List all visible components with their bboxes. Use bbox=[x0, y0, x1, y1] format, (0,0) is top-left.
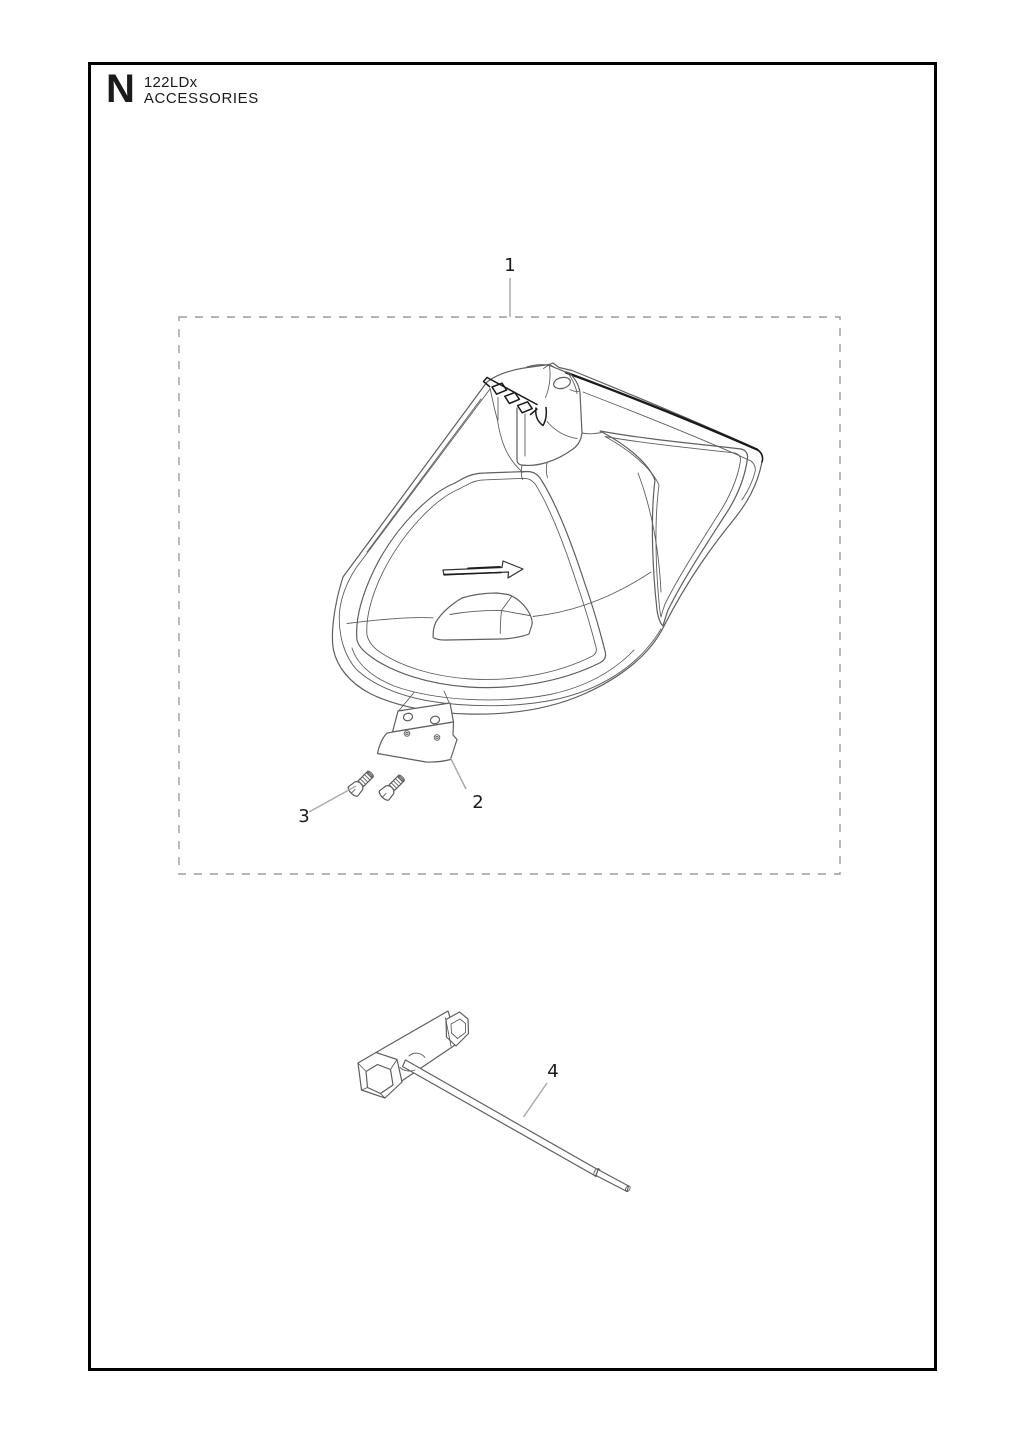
callout-3: 3 bbox=[298, 806, 310, 827]
boss-clamp-notch bbox=[536, 408, 547, 426]
callout-4: 4 bbox=[547, 1061, 559, 1082]
callout-2: 2 bbox=[472, 792, 484, 813]
surface-contour-left bbox=[347, 618, 433, 624]
callout-leader-4 bbox=[524, 1083, 548, 1117]
combination-wrench-drawing bbox=[358, 1011, 631, 1192]
guard-vent-boss bbox=[433, 593, 532, 640]
screw bbox=[347, 768, 376, 797]
guard-left-recess bbox=[357, 472, 606, 688]
screws-drawing bbox=[347, 768, 407, 801]
callout-leader-3 bbox=[309, 786, 356, 812]
wrench-hex-socket bbox=[358, 1053, 402, 1099]
guard-mount-boss bbox=[490, 365, 602, 480]
model-number: 122LDx bbox=[143, 74, 198, 91]
guard-corner-edge bbox=[757, 450, 762, 463]
screw bbox=[378, 772, 407, 801]
guard-right-panel bbox=[600, 431, 748, 626]
section-letter: N bbox=[106, 67, 135, 111]
trimmer-guard-drawing bbox=[332, 363, 762, 714]
callout-1: 1 bbox=[504, 255, 516, 276]
wrench-rod bbox=[400, 1053, 631, 1192]
boss-hole bbox=[552, 376, 571, 391]
section-title: ACCESSORIES bbox=[143, 90, 259, 107]
surface-contour-right bbox=[533, 572, 651, 617]
rotation-arrow bbox=[443, 561, 523, 578]
callout-leader-2 bbox=[450, 757, 466, 789]
guard-dark-edge bbox=[566, 373, 757, 450]
bracket-flange bbox=[378, 722, 458, 762]
